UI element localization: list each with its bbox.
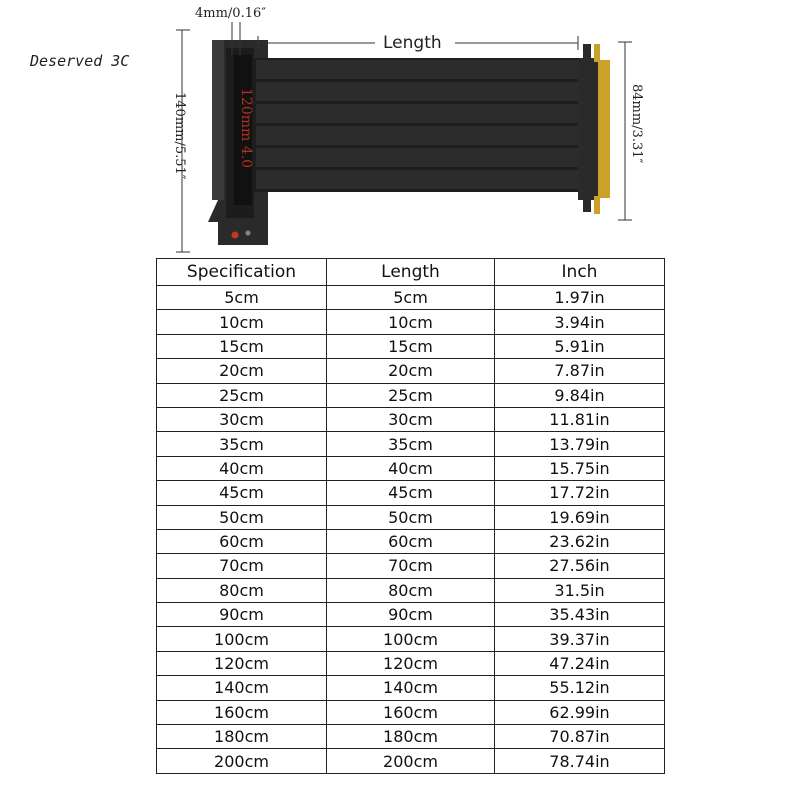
cell-specification: 200cm bbox=[157, 749, 327, 773]
right-dimension-label: 84mm/3.31″ bbox=[629, 84, 644, 164]
cell-length: 200cm bbox=[327, 749, 495, 773]
cell-length: 90cm bbox=[327, 603, 495, 627]
cell-specification: 160cm bbox=[157, 700, 327, 724]
table-row bbox=[157, 407, 665, 431]
header-specification: Specification bbox=[157, 259, 327, 286]
cell-specification: 45cm bbox=[157, 481, 327, 505]
size-spec-table bbox=[156, 258, 665, 774]
cable-print-text: 120mm 4.0 bbox=[238, 88, 254, 168]
table-row bbox=[157, 627, 665, 651]
table-row bbox=[157, 359, 665, 383]
cell-length: 20cm bbox=[327, 359, 495, 383]
cell-inch: 23.62in bbox=[495, 529, 665, 553]
cell-inch: 3.94in bbox=[495, 310, 665, 334]
cell-length: 30cm bbox=[327, 407, 495, 431]
cell-inch: 13.79in bbox=[495, 432, 665, 456]
table-row bbox=[157, 749, 665, 773]
cell-inch: 47.24in bbox=[495, 651, 665, 675]
cell-length: 120cm bbox=[327, 651, 495, 675]
cell-length: 180cm bbox=[327, 725, 495, 749]
table-row bbox=[157, 603, 665, 627]
cell-inch: 7.87in bbox=[495, 359, 665, 383]
cell-specification: 50cm bbox=[157, 505, 327, 529]
cell-inch: 70.87in bbox=[495, 725, 665, 749]
cell-inch: 17.72in bbox=[495, 481, 665, 505]
left-dimension-label: 140mm/5.51″ bbox=[172, 92, 187, 180]
table-row bbox=[157, 310, 665, 334]
cell-length: 60cm bbox=[327, 529, 495, 553]
cell-inch: 31.5in bbox=[495, 578, 665, 602]
table-row bbox=[157, 651, 665, 675]
cell-length: 100cm bbox=[327, 627, 495, 651]
cell-length: 35cm bbox=[327, 432, 495, 456]
cell-specification: 140cm bbox=[157, 676, 327, 700]
cell-length: 80cm bbox=[327, 578, 495, 602]
cell-specification: 35cm bbox=[157, 432, 327, 456]
cell-length: 160cm bbox=[327, 700, 495, 724]
table-row bbox=[157, 700, 665, 724]
riser-cable-diagram bbox=[0, 0, 800, 255]
cell-specification: 30cm bbox=[157, 407, 327, 431]
cell-length: 45cm bbox=[327, 481, 495, 505]
table-row bbox=[157, 578, 665, 602]
table-row bbox=[157, 334, 665, 358]
cell-length: 40cm bbox=[327, 456, 495, 480]
table-row bbox=[157, 481, 665, 505]
table-row bbox=[157, 725, 665, 749]
table-row bbox=[157, 529, 665, 553]
cell-specification: 25cm bbox=[157, 383, 327, 407]
watermark-text: Deserved 3C bbox=[30, 52, 130, 70]
cell-specification: 20cm bbox=[157, 359, 327, 383]
cell-specification: 10cm bbox=[157, 310, 327, 334]
cell-inch: 55.12in bbox=[495, 676, 665, 700]
cell-length: 50cm bbox=[327, 505, 495, 529]
cell-inch: 19.69in bbox=[495, 505, 665, 529]
table-row bbox=[157, 286, 665, 310]
cell-specification: 40cm bbox=[157, 456, 327, 480]
cell-specification: 120cm bbox=[157, 651, 327, 675]
table-row bbox=[157, 383, 665, 407]
cell-inch: 9.84in bbox=[495, 383, 665, 407]
cell-inch: 5.91in bbox=[495, 334, 665, 358]
cell-inch: 78.74in bbox=[495, 749, 665, 773]
cell-specification: 60cm bbox=[157, 529, 327, 553]
cell-specification: 80cm bbox=[157, 578, 327, 602]
ribbon-cable bbox=[254, 58, 584, 192]
cell-length: 15cm bbox=[327, 334, 495, 358]
table-body bbox=[157, 286, 665, 774]
table-row bbox=[157, 505, 665, 529]
cell-length: 70cm bbox=[327, 554, 495, 578]
cell-length: 5cm bbox=[327, 286, 495, 310]
top-dimension-label: 4mm/0.16″ bbox=[195, 6, 267, 21]
cell-inch: 1.97in bbox=[495, 286, 665, 310]
cell-inch: 27.56in bbox=[495, 554, 665, 578]
cell-specification: 15cm bbox=[157, 334, 327, 358]
cell-specification: 90cm bbox=[157, 603, 327, 627]
header-length: Length bbox=[327, 259, 495, 286]
cell-inch: 15.75in bbox=[495, 456, 665, 480]
cell-length: 140cm bbox=[327, 676, 495, 700]
cell-inch: 11.81in bbox=[495, 407, 665, 431]
header-inch: Inch bbox=[495, 259, 665, 286]
table-row bbox=[157, 554, 665, 578]
cell-inch: 62.99in bbox=[495, 700, 665, 724]
table-row bbox=[157, 676, 665, 700]
cell-length: 25cm bbox=[327, 383, 495, 407]
table-row bbox=[157, 456, 665, 480]
cell-length: 10cm bbox=[327, 310, 495, 334]
cell-specification: 5cm bbox=[157, 286, 327, 310]
cell-inch: 39.37in bbox=[495, 627, 665, 651]
cell-specification: 180cm bbox=[157, 725, 327, 749]
table-header-row bbox=[157, 259, 665, 286]
length-label: Length bbox=[383, 33, 442, 53]
led-icon bbox=[232, 232, 239, 239]
right-connector-board bbox=[578, 44, 610, 214]
cell-inch: 35.43in bbox=[495, 603, 665, 627]
cell-specification: 100cm bbox=[157, 627, 327, 651]
table-row bbox=[157, 432, 665, 456]
cell-specification: 70cm bbox=[157, 554, 327, 578]
